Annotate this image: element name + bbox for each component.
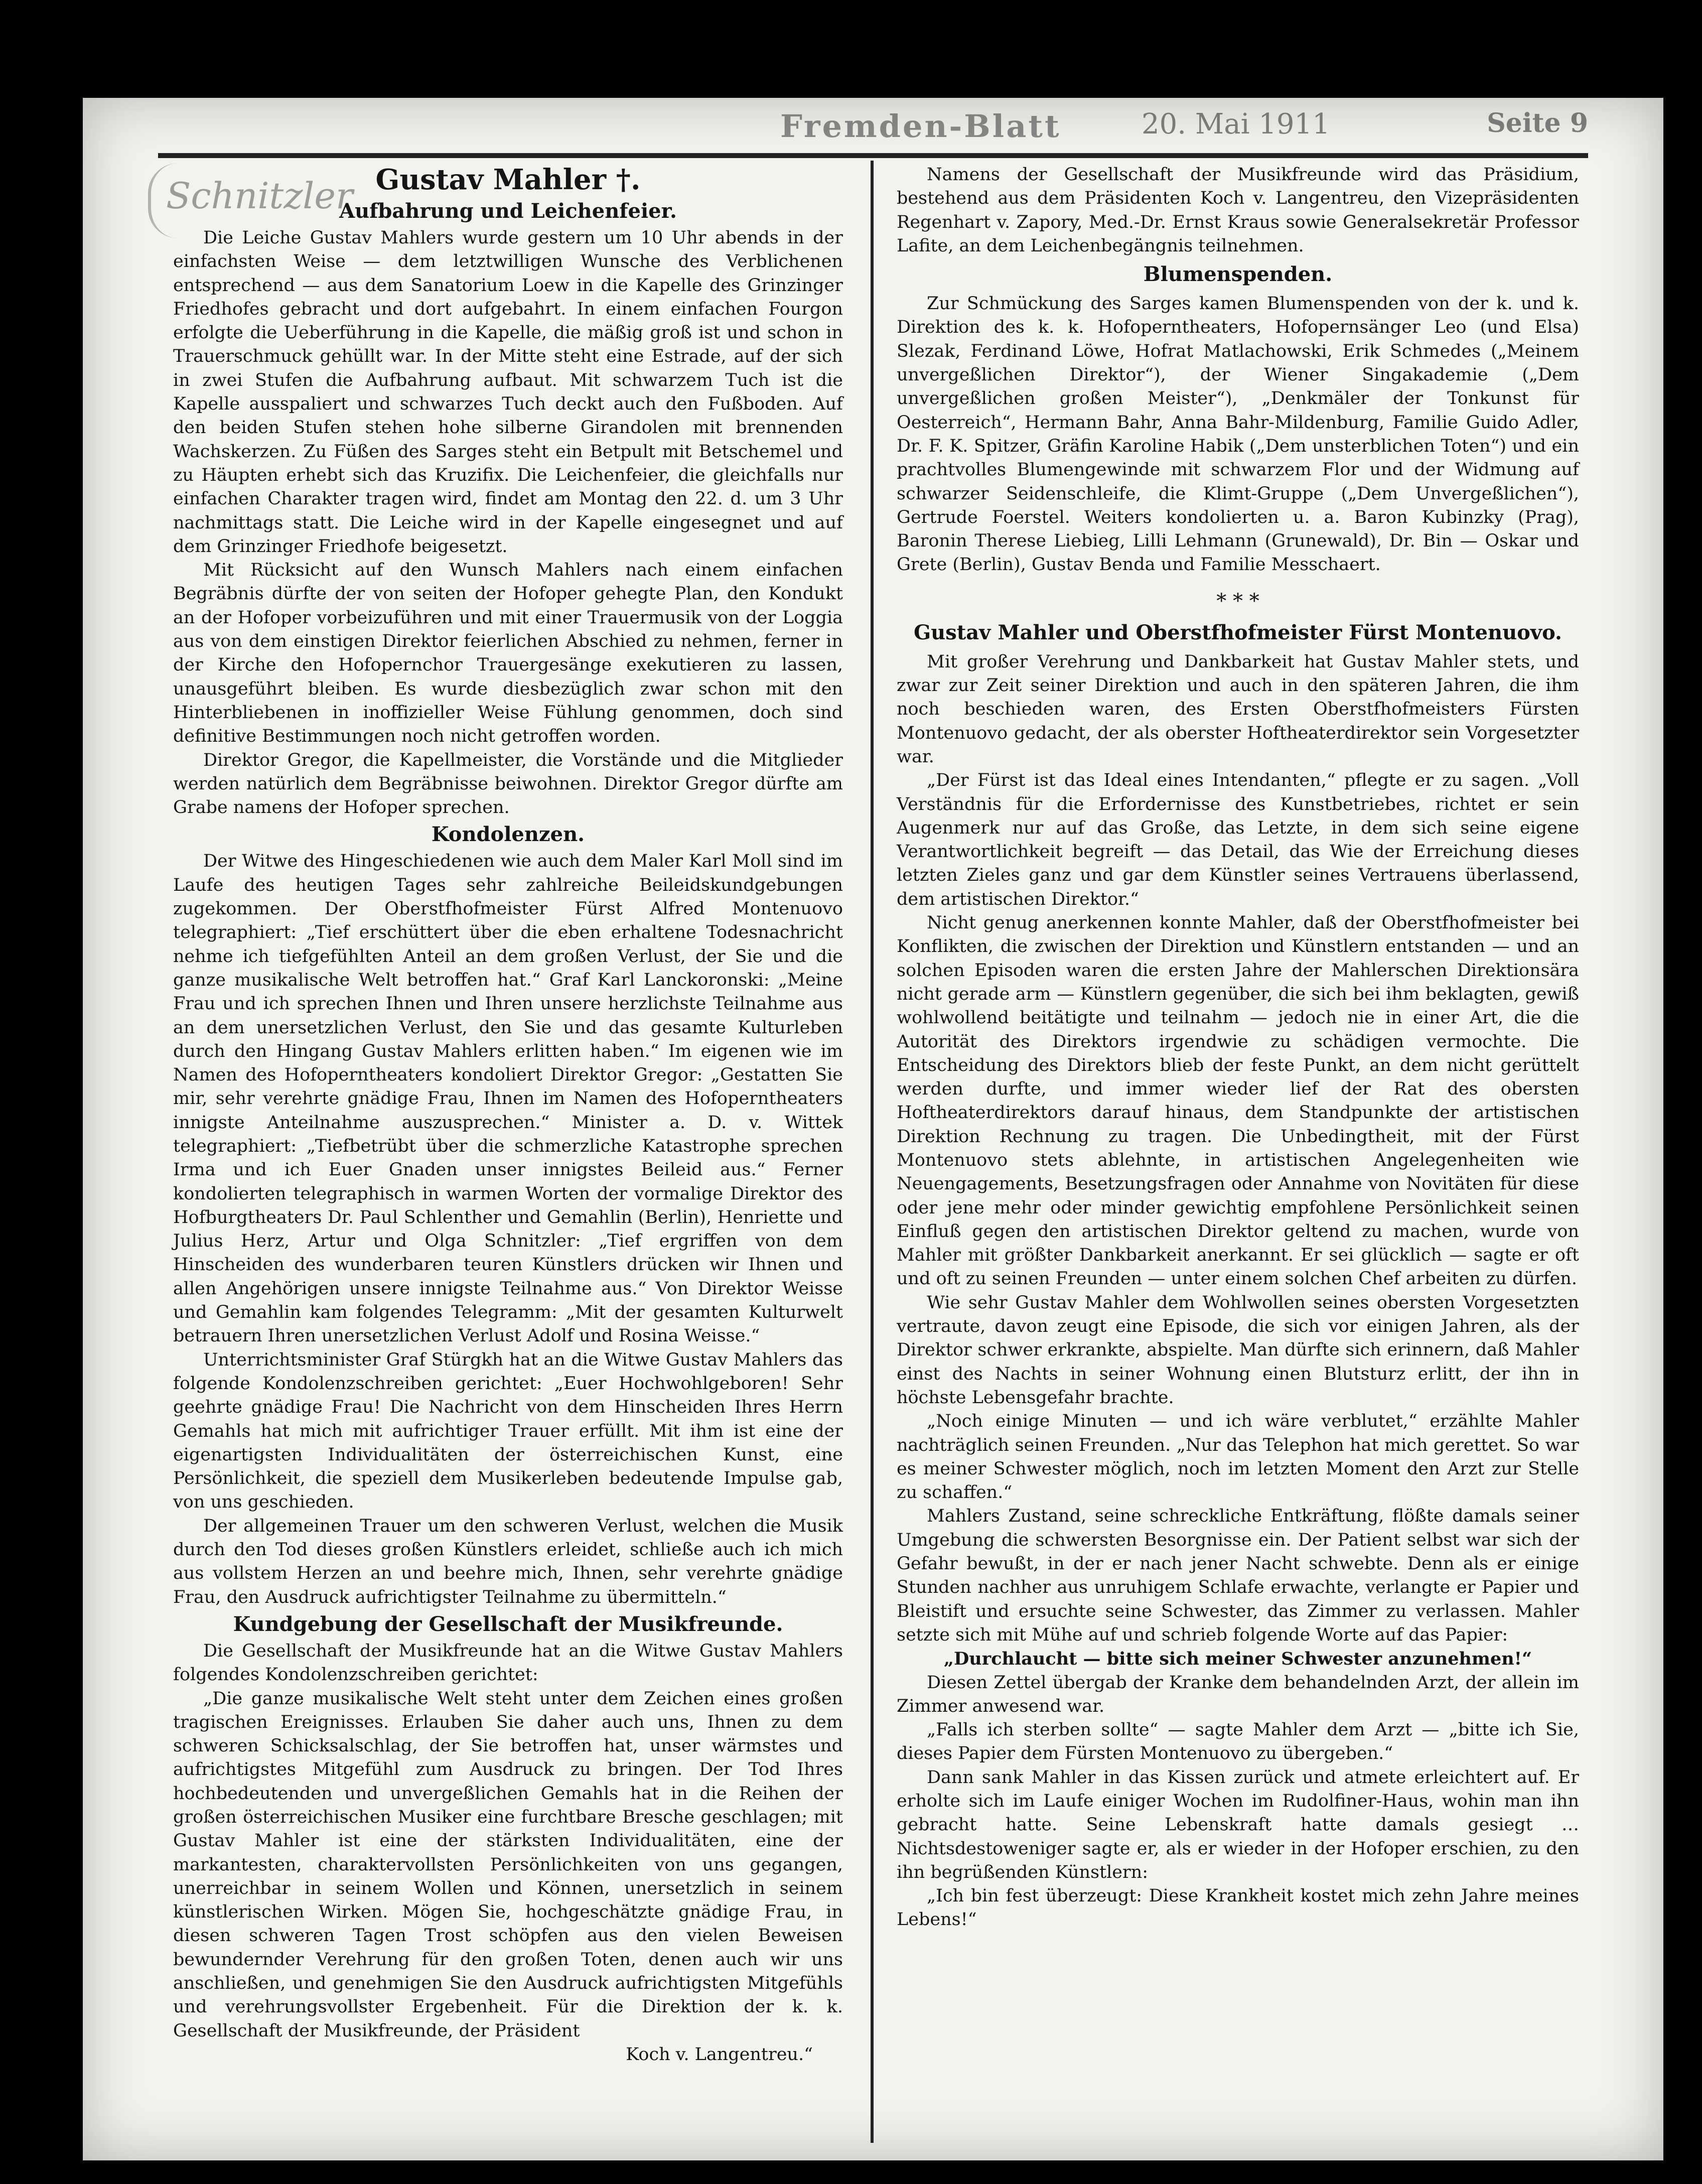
page-number: Seite 9 — [1487, 108, 1588, 139]
paragraph: Namens der Gesellschaft der Musikfreunde wird das Präsidium, bestehend aus dem Präsidenten Koch v. Langentreu, den Vizepräsidenten Regenhart v. Zapory, Med.-Dr. Ernst Kraus sowie Generalsekretär Professor Lafite, an dem Leichenbegängnis teilnehmen. — [897, 165, 1579, 256]
paragraph: „Ich bin fest überzeugt: Diese Krankheit kostet mich zehn Jahre meines Lebens!“ — [897, 1886, 1579, 1930]
masthead: Fremden-Blatt — [780, 108, 1061, 145]
right-column — [897, 163, 1579, 1932]
section-heading-montenuovo: Gustav Mahler und Oberstfhofmeister Fürst Montenuovo. — [914, 620, 1562, 644]
archive-stamp: Schnitzler — [148, 163, 377, 238]
paragraph: „Noch einige Minuten — und ich wäre verblutet,“ erzählte Mahler nachträglich seinen Freunden. „Nur das Telephon hat mich gerettet. So war es meiner Schwester möglich, noch im letzten Moment den Arzt zur Stelle zu schaffen.“ — [897, 1411, 1579, 1503]
paragraph: Der Witwe des Hingeschiedenen wie auch dem Maler Karl Moll sind im Laufe des heutigen Tages sehr zahlreiche Beileidskundgebungen zugekommen. Der Oberstfhofmeister Fürst Alfred Montenuovo telegraphiert: „Tief erschüttert über die eben erhaltene Todesnachricht nehme ich tiefgefühlten Anteil an dem großen Verlust, der Sie und die ganze musikalische Welt betroffen hat.“ Graf Karl Lanckoronski: „Meine Frau und ich sprechen Ihnen und Ihren unsere herzlichste Teilnahme aus an dem unersetzlichen Verlust, den Sie und das gesamte Kulturleben durch den Hingang Gustav Mahlers erlitten haben.“ Im eigenen wie im Namen des Hofoperntheaters kondoliert Direktor Gregor: „Gestatten Sie mir, sehr verehrte gnädige Frau, Ihnen im Namen des Hofoperntheaters innigste Anteilnahme auszusprechen.“ Minister a. D. v. Wittek telegraphiert: „Tiefbetrübt über die schmerzliche Katastrophe sprechen Irma und ich Euer Gnaden unser innigstes Beileid aus.“ Ferner kondolierten telegraphisch in warmen Worten der vormalige Direktor des Hofburgtheaters Dr. Paul Schlenther und Gemahlin (Berlin), Henriette und Julius Herz, Artur und Olga Schnitzler: „Tief ergriffen von dem Hinscheiden des wunderbaren teuren Künstlers drücken wir Ihnen und allen Angehörigen unsere innigste Teilnahme aus.“ Von Direktor Weisse und Gemahlin kam folgendes Telegramm: „Mit der gesamten Kulturwelt betrauern Ihren unersetzlichen Verlust Adolf und Rosina Weisse.“ — [173, 851, 843, 1346]
left-column — [173, 163, 843, 2067]
paragraph: Direktor Gregor, die Kapellmeister, die Vorstände und die Mitglieder werden natürlich dem Begräbnisse beiwohnen. Direktor Gregor dürfte am Grabe namens der Hofoper sprechen. — [173, 750, 843, 818]
paragraph: Nicht genug anerkennen konnte Mahler, daß der Oberstfhofmeister bei Konflikten, die zwischen der Direktion und Künstlern entstanden — und an solchen Episoden waren die ersten Jahre der Mahlerschen Direktionsära nicht gerade arm — Künstlern gegenüber, die sich bei ihm beklagten, gewiß wohlwollend beitätigte und teilnahm — jedoch nie in einer Art, die die Autorität des Direktors irgendwie zu schädigen vermochte. Die Entscheidung des Direktors blieb der feste Punkt, an dem nicht gerüttelt werden durfte, und immer wieder lief der Rat des obersten Hoftheaterdirektors darauf hinaus, dem Standpunkte der artistischen Direktion Rechnung zu tragen. Die Unbedingtheit, mit der Fürst Montenuovo stets ablehnte, in artistischen Angelegenheiten wie Neuengagements, Besetzungsfragen oder Annahme von Novitäten für diese oder jene mehr oder minder gewichtig empfohlene Persönlichkeit seinen Einfluß gegen den artistischen Direktor geltend zu machen, wurde von Mahler mit größter Dankbarkeit anerkannt. Er sei glücklich — sagte er oft und oft zu seinen Freunden — unter einem solchen Chef arbeiten zu dürfen. — [897, 913, 1579, 1289]
paragraph: Mit Rücksicht auf den Wunsch Mahlers nach einem einfachen Begräbnis dürfte der von seiten der Hofoper gehegte Plan, den Kondukt an der Hofoper vorbeizuführen und mit einer Trauermusik von der Loggia aus von dem einstigen Direktor feierlichen Abschied zu nehmen, ferner in der Kirche den Hofopernchor Trauergesänge exekutieren zu lassen, unausgeführt bleiben. Es wurde diesbezüglich zwar schon mit den Hinterbliebenen in inoffizieller Weise Fühlung genommen, doch sind definitive Bestimmungen noch nicht getroffen worden. — [173, 560, 843, 747]
section-heading-kondolenzen: Kondolenzen. — [431, 823, 585, 847]
signature-line: Koch v. Langentreu.“ — [626, 2044, 813, 2065]
paragraph: Wie sehr Gustav Mahler dem Wohlwollen seines obersten Vorgesetzten vertraute, davon zeugt eine Episode, die sich vor einigen Jahren, als der Direktor schwer erkrankte, abspielte. Man dürfte sich erinnern, daß Mahler einst des Nachts in seiner Wohnung einen Blutsturz erlitt, der ihn in höchste Lebensgefahr brachte. — [897, 1292, 1579, 1408]
paragraph: Die Gesellschaft der Musikfreunde hat an die Witwe Gustav Mahlers folgendes Kondolenzschreiben gerichtet: — [173, 1641, 843, 1685]
paragraph: Der allgemeinen Trauer um den schweren Verlust, welchen die Musik durch den Tod dieses großen Künstlers erleidet, schließe auch ich mich aus vollstem Herzen an und beehre mich, Ihnen, sehr verehrte gnädige Frau, den Ausdruck aufrichtigster Teilnahme zu übermitteln.“ — [173, 1516, 843, 1607]
section-separator: * * * — [1216, 589, 1259, 613]
paragraph: Zur Schmückung des Sarges kamen Blumenspenden von der k. und k. Direktion des k. k. Hofoperntheaters, Hofopernsänger Leo (und Elsa) Slezak, Ferdinand Löwe, Hofrat Matlachowski, Erik Schmedes („Meinem unvergeßlichen Direktor“), der Wiener Singakademie („Dem unvergeßlichen großen Meister“), „Denkmäler der Tonkunst für Oesterreich“, Hermann Bahr, Anna Bahr-Mildenburg, Familie Guido Adler, Dr. F. K. Spitzer, Gräfin Karoline Habik („Dem unsterblichen Toten“) und ein prachtvolles Blumengewinde mit schwarzem Flor und der Widmung auf schwarzer Seidenschleife, die Klimt-Gruppe („Dem Unvergeßlichen“), Gertrude Foerstel. Weiters kondolierten u. a. Baron Kubinzky (Prag), Baronin Therese Liebieg, Lilli Lehmann (Grunewald), Dr. Bin — Oskar und Grete (Berlin), Gustav Benda und Familie Messchaert. — [897, 294, 1579, 575]
section-heading-gesellschaft: Kundgebung der Gesellschaft der Musikfreunde. — [233, 1612, 783, 1636]
paragraph: Unterrichtsminister Graf Stürgkh hat an die Witwe Gustav Mahlers das folgende Kondolenzschreiben gerichtet: „Euer Hochwohlgeboren! Sehr geehrte gnädige Frau! Die Nachricht von dem Hinscheiden Ihres Herrn Gemahls hat mich mit aufrichtiger Trauer erfüllt. Mit ihm ist eine der eigenartigsten Individualitäten der österreichischen Kunst, eine Persönlichkeit, die speziell dem Musikerleben bedeutende Impulse gab, von uns geschieden. — [173, 1349, 843, 1513]
article-title: Gustav Mahler †. — [375, 163, 641, 196]
column-divider — [871, 161, 874, 2143]
paragraph: Diesen Zettel übergab der Kranke dem behandelnden Arzt, der allein im Zimmer anwesend war. — [897, 1672, 1579, 1716]
paragraph: Dann sank Mahler in das Kissen zurück und atmete erleichtert auf. Er erholte sich im Laufe einiger Wochen im Rudolfiner-Haus, wohin man ihn gebracht hatte. Seine Lebenskraft hatte damals gesiegt … Nichtsdestoweniger sagte er, als er wieder in der Hofoper erschien, zu den ihn begrüßenden Künstlern: — [897, 1767, 1579, 1882]
quoted-note: „Durchlaucht — bitte sich meiner Schwester anzunehmen!“ — [943, 1649, 1532, 1670]
page-header — [158, 108, 1588, 158]
paragraph: „Falls ich sterben sollte“ — sagte Mahler dem Arzt — „bitte ich Sie, dieses Papier dem Fürsten Montenuovo zu übergeben.“ — [897, 1720, 1579, 1764]
paragraph: „Der Fürst ist das Ideal eines Intendanten,“ pflegte er zu sagen. „Voll Verständnis für die Erfordernisse des Kunstbetriebes, richtet er sein Augenmerk nur auf das Große, das Letzte, in dem sich seine eigene Verantwortlichkeit begreift — das Detail, das Wie der Erreichung dieses letzten Zieles ganz und gar dem Künstler seines Vertrauens überlassend, dem artistischen Direktor.“ — [897, 770, 1579, 909]
issue-date: 20. Mai 1911 — [1142, 108, 1330, 141]
paragraph: Mit großer Verehrung und Dankbarkeit hat Gustav Mahler stets, und zwar zur Zeit seiner Direktion und auch in den späteren Jahren, die ihm noch beschieden waren, des Ersten Oberstfhofmeisters Fürsten Montenuovo gedacht, der als oberster Hoftheaterdirektor sein Vorgesetzter war. — [897, 651, 1579, 767]
article-subtitle: Aufbahrung und Leichenfeier. — [339, 199, 677, 223]
paragraph: „Die ganze musikalische Welt steht unter dem Zeichen eines großen tragischen Ereignisses. Erlauben Sie daher auch uns, Ihnen zu dem schweren Schicksalschlag, der Sie betroffen hat, unser wärmstes und aufrichtigstes Mitgefühl zum Ausdruck zu bringen. Der Tod Ihres hochbedeutenden und unvergeßlichen Gemahls hat in die Reihen der großen österreichischen Musiker eine furchtbare Bresche geschlagen; mit Gustav Mahler ist eine der stärksten Individualitäten, eine der markantesten, charaktervollsten Persönlichkeiten von uns gegangen, unerreichbar in seinem Wollen und Können, unersetzlich in seinem künstlerischen Wirken. Mögen Sie, hochgeschätzte gnädige Frau, in diesen schweren Tagen Trost schöpfen aus den vielen Beweisen bewundernder Verehrung für den großen Toten, denen auch wir uns anschließen, und genehmigen Sie den Ausdruck aufrichtigsten Mitgefühls und verehrungsvollster Ergebenheit. Für die Direktion der k. k. Gesellschaft der Musikfreunde, der Präsident — [173, 1688, 843, 2041]
paragraph: Die Leiche Gustav Mahlers wurde gestern um 10 Uhr abends in der einfachsten Weise — dem letztwilligen Wunsche des Verblichenen entsprechend — aus dem Sanatorium Loew in die Kapelle des Grinzinger Friedhofes gebracht und dort aufgebahrt. In einem einfachen Fourgon erfolgte die Ueberführung in die Kapelle, die mäßig groß ist und schon in Trauerschmuck gehüllt war. In der Mitte steht eine Estrade, auf der sich in zwei Stufen die Aufbahrung aufbaut. Mit schwarzem Tuch ist die Kapelle ausspaliert und schwarzes Tuch deckt auch den Fußboden. Auf den beiden Stufen stehen hohe silberne Girandolen mit brennenden Wachskerzen. Zu Füßen des Sarges steht ein Betpult mit Betschemel und zu Häupten erhebt sich das Kruzifix. Die Leichenfeier, die gleichfalls nur einfachen Charakter tragen wird, findet am Montag den 22. d. um 3 Uhr nachmittags statt. Die Leiche wird in der Kapelle eingesegnet und auf dem Grinzinger Friedhofe beigesetzt. — [173, 228, 843, 557]
section-heading-blumenspenden: Blumenspenden. — [1143, 262, 1333, 287]
newspaper-page — [83, 98, 1663, 2160]
paragraph: Mahlers Zustand, seine schreckliche Entkräftung, flößte damals seiner Umgebung die schwersten Besorgnisse ein. Der Patient selbst war sich der Gefahr bewußt, in der er nach jener Nacht schwebte. Denn als er einige Stunden nachher aus unruhigem Schlafe erwachte, verlangte er Papier und Bleistift und ersuchte seine Schwester, das Zimmer zu verlassen. Mahler setzte sich mit Mühe auf und schrieb folgende Worte auf das Papier: — [897, 1506, 1579, 1645]
